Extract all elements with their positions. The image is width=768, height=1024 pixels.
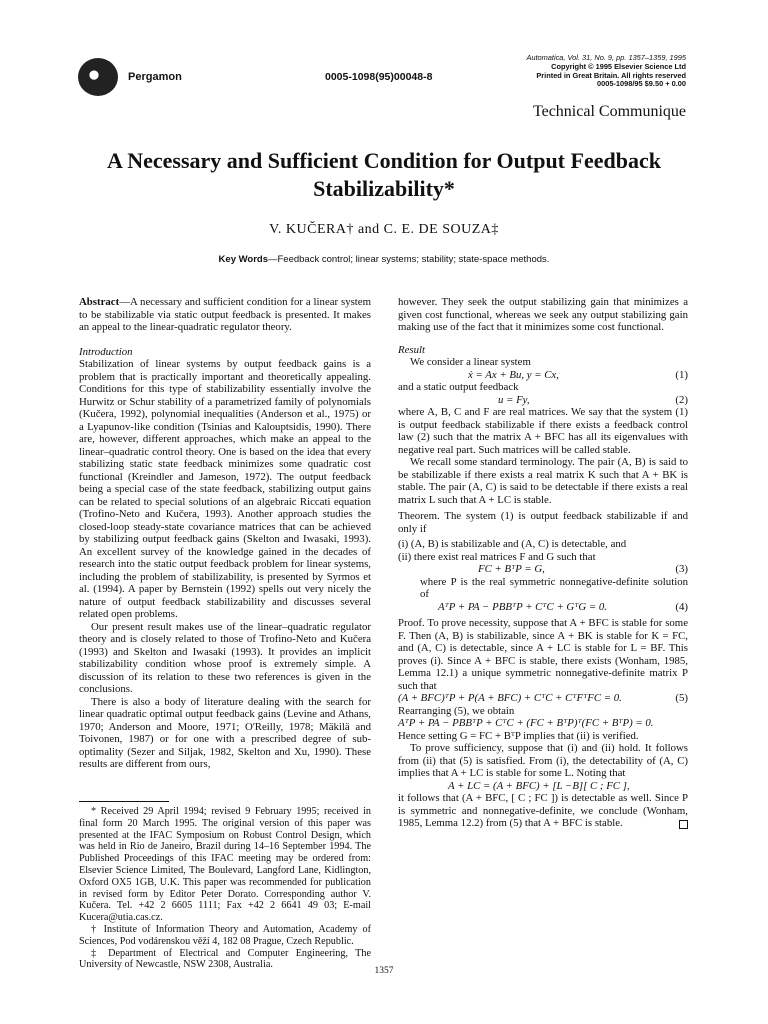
intro-heading: Introduction	[79, 345, 133, 358]
page-number: 1357	[374, 966, 394, 976]
keywords-text: —Feedback control; linear systems; stability; state-space methods.	[268, 254, 550, 265]
condition-ii: (ii) there exist real matrices F and G such that	[398, 550, 596, 563]
footnote-divider	[79, 801, 169, 802]
left-column	[79, 296, 371, 771]
footnote-received: * Received 29 April 1994; revised 9 February 1995; received in final form 20 March 1995. The original version of this paper was presented at the IFAC Symposium on Robust Control Design, which was held in Rio de Janeiro, Brazil during 14–16 September 1994. The Published Proceedings of this IFAC meeting may be ordered from: Elsevier Science Limited, The Boulevard, Langford Lane, Kidlington, Oxford OX5 1GB, U.K. This paper was recommended for publication in revised form by Editor Peter Dorato. Corresponding author V. Kučera. Tel. +42 2 6605 1111; Fax +42 2 6641 49 03; E-mail Kucera@utia.cas.cz.	[79, 806, 371, 924]
footnote-dagger: † Institute of Information Theory and Automation, Academy of Sciences, Pod vodárenskou věží 4, 182 08 Prague, Czech Republic.	[79, 923, 371, 947]
equation-5: (A + BFC)ᵀP + P(A + BFC) + CᵀC + CᵀFᵀFC = 0. (5)	[398, 692, 688, 704]
consider-text: We consider a linear system	[410, 356, 531, 368]
intro-paragraph-2: Our present result makes use of the linear–quadratic regulator theory and is closely related to those of Trofino-Neto and Kučera (1993) and Skelton and Iwasaki (1993). It provides an implicit stabilizability condition whose proof is extremely simple. A discussion of its relation to these two references is given in the conclusions.	[79, 620, 371, 695]
keywords	[80, 254, 688, 265]
pergamon-logo-icon	[78, 58, 118, 96]
qed-icon	[679, 820, 688, 829]
conclusion-paragraph	[398, 792, 688, 830]
definition-paragraph: where A, B, C and F are real matrices. We say that the system (1) is output feedback stabilizable if there exists a feedback control law (2) such that the matrix A + BFC has all its eigenvalues with negative real part. Such matrices will be called stable.	[398, 406, 688, 456]
intro-paragraph-3: There is also a body of literature dealing with the search for linear quadratic optimal output feedback gains (Levine and Athans, 1970; Anderson and Moore, 1971; O'Reilly, 1978; Mäkilä and Toivonen, 1987) or for one with a prescribed degree of sub-optimality (Sezer and Siljak, 1982, Skelton and Xu, 1990). These results are different from ours,	[79, 695, 371, 770]
printed-line: Printed in Great Britain. All rights reserved	[536, 70, 686, 80]
footnotes	[79, 806, 371, 971]
equation-2: u = Fy, (2)	[498, 393, 688, 406]
doi: 0005-1098(95)00048-8	[325, 71, 433, 83]
footnote-ddagger: ‡ Department of Electrical and Computer Engineering, The University of Newcastle, NSW 2308, Australia.	[79, 947, 371, 971]
abstract	[79, 296, 371, 334]
category-label: Technical Communique	[532, 103, 686, 120]
continued-paragraph: however. They seek the output stabilizing gain that minimizes a given cost functional, whereas we seek any output stabilizing gain making use of the fact that it minimizes some cost functional.	[398, 296, 688, 333]
right-column	[398, 296, 688, 830]
price-line: 0005-1098/95 $9.50 + 0.00	[597, 79, 686, 89]
terminology-paragraph: We recall some standard terminology. The pair (A, B) is said to be stabilizable if there exists a real matrix K such that A + BK is stable. The pair (A, C) is said to be detectable if there exists a real matrix L such that A + LC is stable.	[398, 456, 688, 506]
where-p-text: where P is the real symmetric nonnegative-definite solution of	[420, 575, 688, 600]
equation-4: AᵀP + PA − PBBᵀP + CᵀC + GᵀG = 0. (4)	[438, 600, 688, 613]
hence-text: Hence setting G = FC + BᵀP implies that (ii) is verified.	[398, 729, 639, 742]
equation-3: FC + BᵀP = G, (3)	[478, 563, 688, 575]
static-feedback-text: and a static output feedback	[398, 381, 519, 393]
equation-7: A + LC = (A + BFC) + [L −B][ C ; FC ],	[448, 779, 630, 792]
intro-paragraph-1: Stabilization of linear systems by output feedback gains is a problem that is practically important and theoretically appealing. Conditions for this type of stabilizability essentially involve the Hurwitz or Schur stability of a parametrized family of polynomials (Kučera, 1992), polynomial inequalities (Anderson et al., 1975) or a Lyapunov-like condition (Tsinias and Kalouptsidis, 1990). There are, however, different approaches, which make an appeal to the linear–quadratic control theory. One is based on the idea that every stabilizing static state feedback minimizes some quadratic cost functional (Kreindler and Jameson, 1972). The output feedback being a special case of the state feedback, stabilizing output gains can be related to special solutions of an algebraic Riccati equation (Trofino-Neto and Kučera, 1993). Another approach studies the closed-loop steady-state covariance matrices that can be achieved by stabilizing output feedback gains (Skelton and Iwasaki, 1993). An excellent survey of the knowledge gained in the decades of research into the static output feedback problem for linear systems, including the problem of stabilizability, is presented by Syrmos et al. (1994). A paper by Bernstein (1992) spells out very nicely the nature of output feedback stabilizability and discusses several related open problems.	[79, 358, 371, 620]
equation-1: ẋ = Ax + Bu, y = Cx, (1)	[468, 368, 688, 381]
authors: V. KUČERA† and C. E. DE SOUZA‡	[269, 222, 499, 237]
abstract-label: Abstract	[79, 296, 120, 308]
rearranging-text: Rearranging (5), we obtain	[398, 704, 515, 717]
proof-paragraph: Proof. To prove necessity, suppose that A + BFC is stable for some F. Then (A, B) is stabilizable, since A + BK is stable for K = FC, and (A, C) is detectable, since A + LC is stable for L = BF. This proves (i). Since A + BFC is stable, there exists (Wonham, 1985, Lemma 12.1) a unique symmetric nonnegative-definite matrix P such that	[398, 617, 688, 692]
keywords-label: Key Words	[218, 254, 268, 265]
result-heading: Result	[398, 343, 425, 356]
conclusion-text: it follows that (A + BFC, [ C ; FC ]) is detectable as well. Since P is symmetric and nonnegative-definite, we conclude (Wonham, 1985, Lemma 12.2) from (5) that A + BFC is stable.	[398, 792, 688, 829]
abstract-text: —A necessary and sufficient condition for a linear system to be stabilizable via static output feedback is presented. It makes an appeal to the linear-quadratic regulator theory.	[79, 296, 371, 333]
paper-title: A Necessary and Sufficient Condition for Output Feedback Stabilizability*	[107, 148, 661, 201]
theorem-statement: Theorem. The system (1) is output feedback stabilizable if and only if	[398, 510, 688, 535]
copyright-line: Copyright © 1995 Elsevier Science Ltd	[551, 61, 686, 71]
condition-i: (i) (A, B) is stabilizable and (A, C) is detectable, and	[398, 538, 627, 550]
journal-line: Automatica, Vol. 31, No. 9, pp. 1357–1359, 1995	[526, 53, 686, 62]
equation-6: AᵀP + PA − PBBᵀP + CᵀC + (FC + BᵀP)ᵀ(FC + BᵀP) = 0.	[398, 717, 654, 729]
journal-info	[526, 54, 686, 89]
sufficiency-paragraph: To prove sufficiency, suppose that (i) and (ii) hold. It follows from (ii) that (5) is satisfied. From (i), the detectability of (A, C) implies that A + LC is stable for some L. Noting that	[398, 742, 688, 779]
publisher-name: Pergamon	[128, 71, 182, 83]
